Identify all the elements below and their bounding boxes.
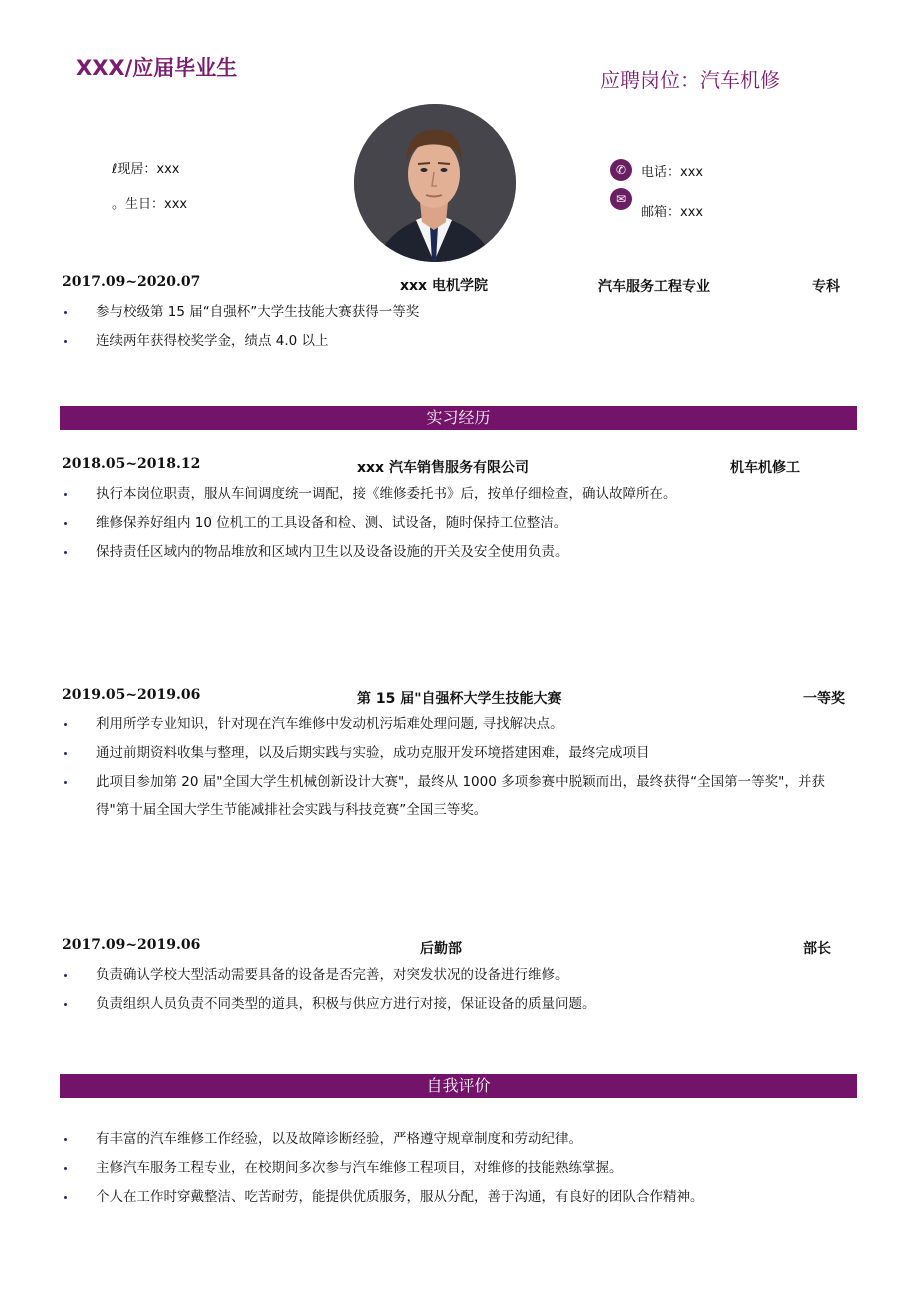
competition-list — [62, 710, 862, 824]
education-date: 2017.09~2020.07 — [62, 274, 201, 290]
address-text: 现居：xxx — [117, 162, 180, 177]
education-degree: 专科 — [812, 279, 840, 295]
section-bar-internship: 实习经历 — [60, 406, 857, 430]
education-school: xxx 电机学院 — [400, 278, 488, 294]
list-item: 负责确认学校大型活动需要具备的设备是否完善，对突发状况的设备进行维修。 — [62, 961, 862, 990]
list-item: 参与校级第 15 届“自强杯”大学生技能大赛获得一等奖 — [62, 298, 862, 327]
list-item: 连续两年获得校奖学金，绩点 4.0 以上 — [62, 327, 862, 356]
internship-date: 2018.05~2018.12 — [62, 456, 201, 472]
competition-name: 第 15 届"自强杯大学生技能大赛 — [357, 691, 562, 707]
list-item: 有丰富的汽车维修工作经验，以及故障诊断经验，严格遵守规章制度和劳动纪律。 — [62, 1125, 862, 1154]
list-item: 利用所学专业知识，针对现在汽车维修中发动机污垢难处理问题, 寻找解决点。 — [62, 710, 862, 739]
section-bar-self-eval: 自我评价 — [60, 1074, 857, 1098]
birthday-line — [112, 193, 187, 212]
list-item: 负责组织人员负责不同类型的道具，积极与供应方进行对接，保证设备的质量问题。 — [62, 990, 862, 1019]
competition-award: 一等奖 — [803, 691, 845, 707]
candidate-name: XXX/应届毕业生 — [76, 56, 238, 80]
campus-list — [62, 961, 862, 1019]
birthday-text: 生日：xxx — [125, 197, 188, 212]
job-target: 应聘岗位：汽车机修 — [600, 68, 780, 92]
list-item: 主修汽车服务工程专业，在校期间多次参与汽车维修工程项目，对维修的技能熟练掌握。 — [62, 1154, 862, 1183]
email-text: 邮箱：xxx — [641, 205, 704, 220]
list-item: 此项目参加第 20 届"全国大学生机械创新设计大赛"，最终从 1000 多项参赛中脱颖而出，最终获得“全国第一等奖"，并获得"第十届全国大学生节能减排社会实践与科技竞赛”全国三等奖。 — [62, 768, 856, 824]
internship-company: xxx 汽车销售服务有限公司 — [357, 460, 529, 476]
phone-icon: ✆ — [610, 159, 632, 181]
self-eval-list — [62, 1125, 862, 1212]
internship-list — [62, 480, 862, 567]
mail-icon: ✉ — [610, 188, 632, 210]
address-line — [112, 158, 179, 177]
campus-title: 部长 — [803, 941, 831, 957]
phone-text: 电话：xxx — [641, 165, 704, 180]
competition-date: 2019.05~2019.06 — [62, 687, 201, 703]
campus-date: 2017.09~2019.06 — [62, 937, 201, 953]
education-major: 汽车服务工程专业 — [598, 279, 710, 295]
list-item: 维修保养好组内 10 位机工的工具设备和检、测、试设备，随时保持工位整洁。 — [62, 509, 862, 538]
list-item: 个人在工作时穿戴整洁、吃苦耐劳，能提供优质服务，服从分配，善于沟通，有良好的团队合作精神。 — [62, 1183, 862, 1212]
list-item: 通过前期资料收集与整理，以及后期实践与实验，成功克服开发环境搭建困难，最终完成项目 — [62, 739, 862, 768]
list-item: 保持责任区域内的物品堆放和区域内卫生以及设备设施的开关及安全使用负责。 — [62, 538, 862, 567]
education-list — [62, 298, 862, 356]
list-item: 执行本岗位职责，服从车间调度统一调配，接《维修委托书》后，按单仔细检查，确认故障所在。 — [62, 480, 862, 509]
location-icon: ℓ — [112, 162, 118, 177]
avatar — [354, 104, 516, 262]
internship-role: 机车机修工 — [730, 460, 800, 476]
campus-dept: 后勤部 — [420, 941, 462, 957]
birthday-icon: 。 — [112, 197, 126, 212]
